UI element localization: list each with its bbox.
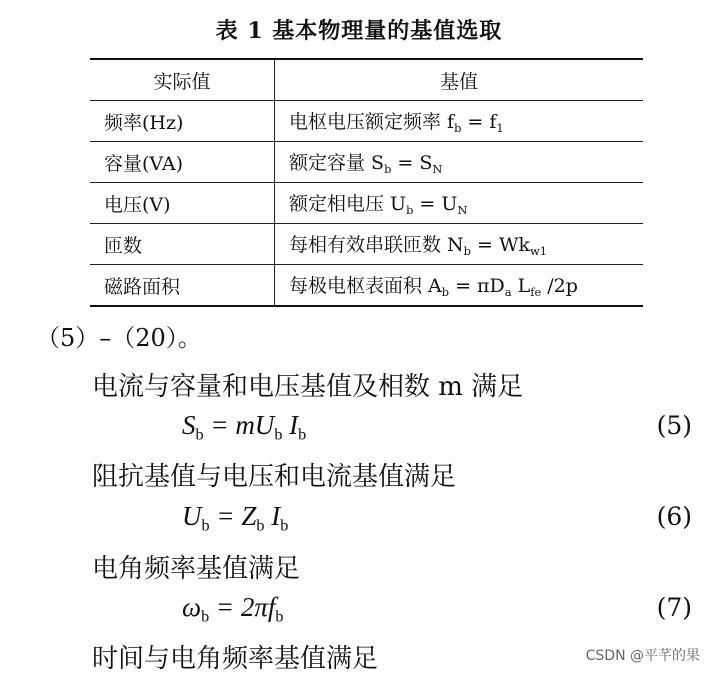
equation-number: (7) bbox=[656, 593, 692, 622]
watermark: CSDN @平芊的果 bbox=[585, 648, 700, 664]
table-row bbox=[90, 183, 643, 224]
cell-actual: 匝数 bbox=[90, 224, 275, 265]
equation-number: (6) bbox=[656, 502, 692, 531]
text-line: 阻抗基值与电压和电流基值满足 bbox=[92, 462, 457, 492]
equation: $U_b = Z_b$ $I_b$ bbox=[182, 501, 289, 535]
cell-base: 额定相电压 $U_b = U_N$ bbox=[275, 183, 644, 224]
cell-base: 每相有效串联匝数 $N_b = Wk_{w1}$ bbox=[275, 224, 644, 265]
cell-actual: 容量(VA) bbox=[90, 142, 275, 183]
equation-number: (5) bbox=[656, 411, 692, 440]
cell-base: 额定容量 $S_b = S_N$ bbox=[275, 142, 644, 183]
table-header-row bbox=[90, 59, 643, 101]
text-line: 时间与电角频率基值满足 bbox=[92, 644, 379, 674]
table-row bbox=[90, 224, 643, 265]
text-line: 电角频率基值满足 bbox=[92, 554, 301, 584]
equation: $\omega_b = 2\pi f_b$ bbox=[182, 592, 284, 626]
equation: $S_b = mU_b$ $I_b$ bbox=[182, 410, 307, 444]
text-line: 电流与容量和电压基值及相数 m 满足 bbox=[92, 372, 524, 402]
table-caption: 表 1 基本物理量的基值选取 bbox=[215, 18, 503, 44]
table-row bbox=[90, 101, 643, 142]
header-actual: 实际值 bbox=[90, 59, 275, 101]
cell-base: 每极电枢表面积 $A_b = \pi D_a$ $L_{fe}$ /2p bbox=[275, 265, 644, 307]
cell-base: 电枢电压额定频率 $f_b = f_1$ bbox=[275, 101, 644, 142]
cell-actual: 频率(Hz) bbox=[90, 101, 275, 142]
table-row bbox=[90, 142, 643, 183]
table-row bbox=[90, 265, 643, 307]
cell-actual: 电压(V) bbox=[90, 183, 275, 224]
cell-actual: 磁路面积 bbox=[90, 265, 275, 307]
header-base: 基值 bbox=[275, 59, 644, 101]
equation-reference: （5）–（20）。 bbox=[36, 324, 202, 352]
base-value-table bbox=[90, 58, 643, 307]
